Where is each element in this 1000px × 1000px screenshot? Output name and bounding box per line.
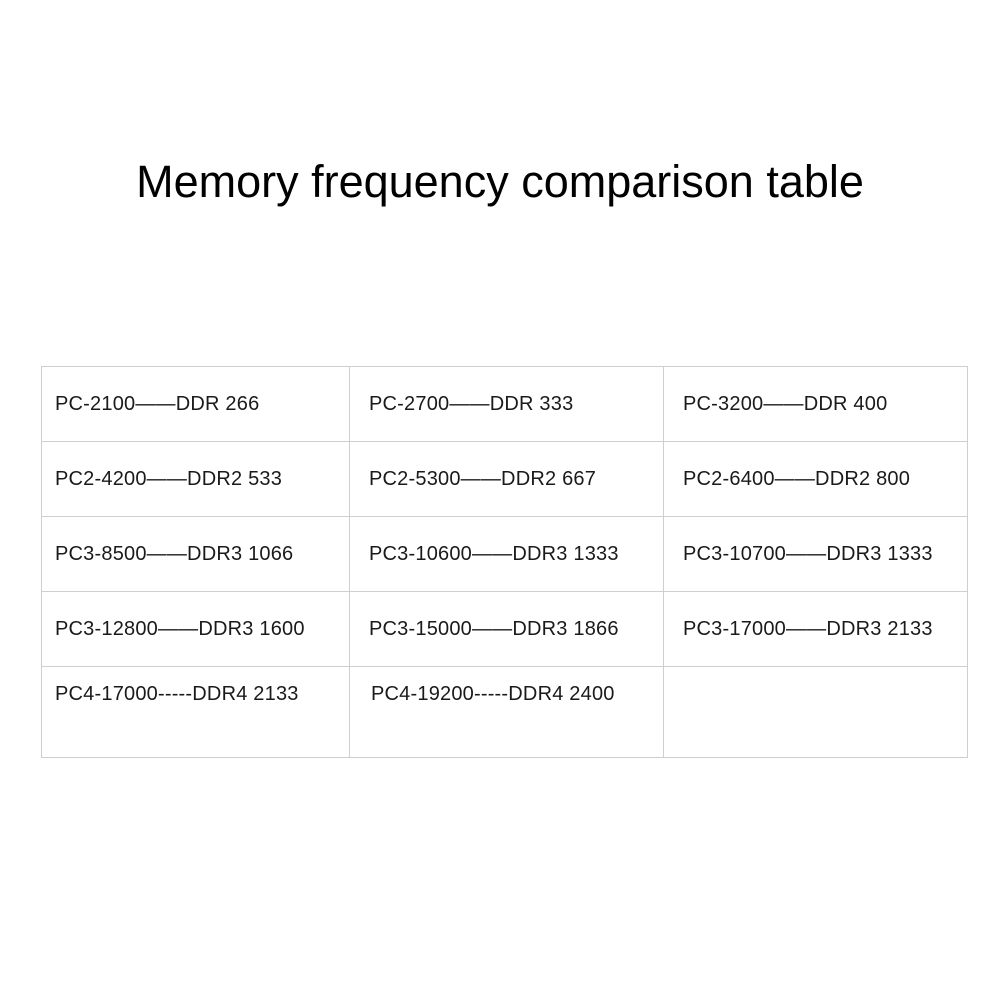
table-cell: PC3-17000——DDR3 2133 — [664, 592, 968, 667]
table-cell: PC3-10600——DDR3 1333 — [350, 517, 664, 592]
table-cell: PC2-5300——DDR2 667 — [350, 442, 664, 517]
table-cell: PC2-4200——DDR2 533 — [42, 442, 350, 517]
table-cell: PC3-12800——DDR3 1600 — [42, 592, 350, 667]
table-row — [42, 442, 968, 517]
table-row — [42, 367, 968, 442]
table-cell: PC3-10700——DDR3 1333 — [664, 517, 968, 592]
table-cell: PC-3200——DDR 400 — [664, 367, 968, 442]
page-title: Memory frequency comparison table — [136, 156, 864, 207]
table-cell: PC2-6400——DDR2 800 — [664, 442, 968, 517]
table-row — [42, 592, 968, 667]
table-cell-empty — [664, 667, 968, 758]
table-cell: PC4-19200-----DDR4 2400 — [350, 667, 664, 758]
table-cell: PC3-8500——DDR3 1066 — [42, 517, 350, 592]
table-cell: PC-2100——DDR 266 — [42, 367, 350, 442]
table-row — [42, 667, 968, 758]
table-cell: PC4-17000-----DDR4 2133 — [42, 667, 350, 758]
memory-frequency-table — [41, 366, 968, 758]
table-row — [42, 517, 968, 592]
table-cell: PC3-15000——DDR3 1866 — [350, 592, 664, 667]
table-cell: PC-2700——DDR 333 — [350, 367, 664, 442]
